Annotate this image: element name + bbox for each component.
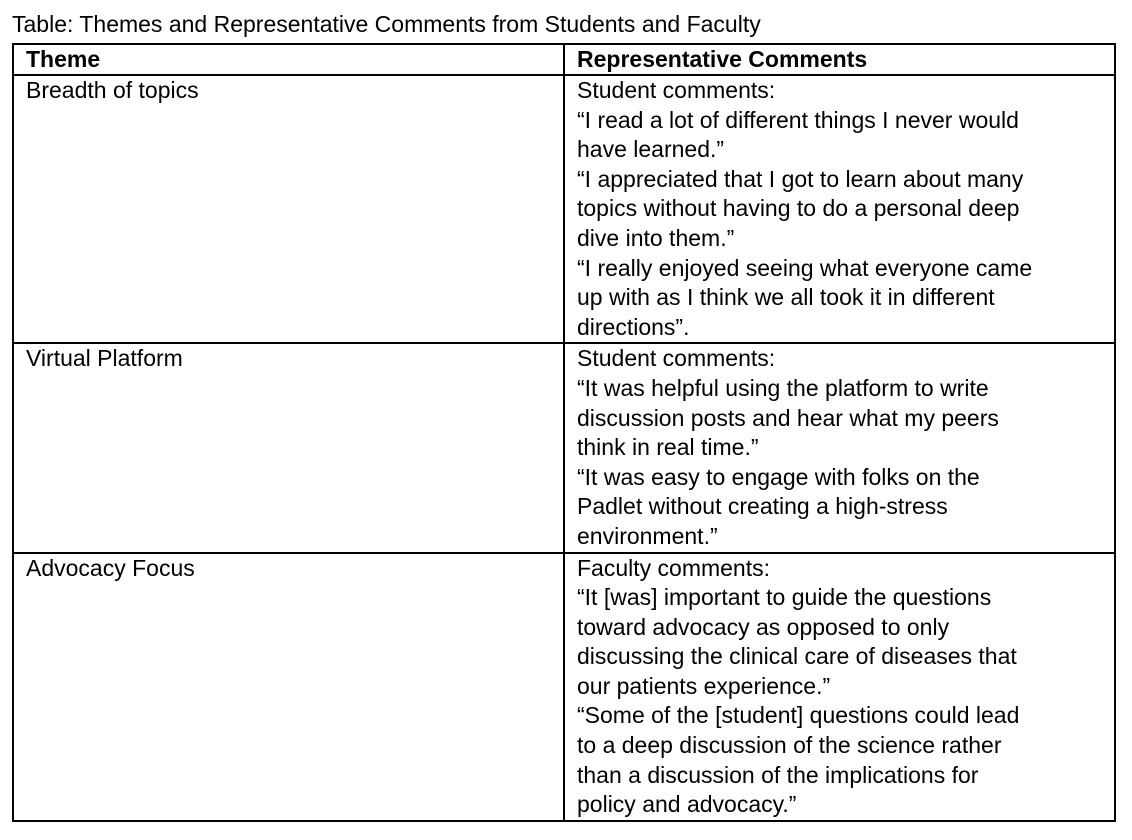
comment-line: directions”. <box>577 313 690 340</box>
comment-line: “It was easy to engage with folks on the <box>577 463 980 490</box>
comment-line: than a discussion of the implications for <box>577 761 979 788</box>
table-row <box>13 343 1115 552</box>
comments-cell <box>564 343 1115 552</box>
comment-line: to a deep discussion of the science rather <box>577 732 1002 759</box>
theme-cell: Advocacy Focus <box>13 553 564 821</box>
comment-line: dive into them.” <box>577 224 735 251</box>
comment-line: “It [was] important to guide the questions <box>577 584 992 611</box>
comment-line: “I read a lot of different things I never would <box>577 106 1019 133</box>
comments-cell <box>564 75 1115 343</box>
comment-line: “It was helpful using the platform to write <box>577 374 989 401</box>
table-header-row <box>13 44 1115 75</box>
comment-line: Padlet without creating a high-stress <box>577 493 948 520</box>
comment-line: “Some of the [student] questions could lead <box>577 702 1020 729</box>
comment-line: discussion posts and hear what my peers <box>577 404 999 431</box>
table-row <box>13 75 1115 343</box>
comment-line: have learned.” <box>577 136 725 163</box>
header-theme: Theme <box>13 44 564 75</box>
comment-line: Student comments: <box>577 345 776 372</box>
table-row <box>13 553 1115 821</box>
comment-line: policy and advocacy.” <box>577 791 797 818</box>
table-caption: Table: Themes and Representative Comments from Students and Faculty <box>12 11 761 37</box>
header-representative-comments: Representative Comments <box>564 44 1115 75</box>
comment-line: toward advocacy as opposed to only <box>577 613 950 640</box>
comment-line: topics without having to do a personal deep <box>577 195 1020 222</box>
comment-line: Student comments: <box>577 77 776 103</box>
themes-table <box>12 43 1116 822</box>
theme-cell: Breadth of topics <box>13 75 564 343</box>
comment-line: environment.” <box>577 522 718 549</box>
comment-line: discussing the clinical care of diseases that <box>577 643 1017 670</box>
comment-line: “I really enjoyed seeing what everyone came <box>577 254 1033 281</box>
comment-line: Faculty comments: <box>577 554 770 581</box>
comments-cell <box>564 553 1115 821</box>
comment-line: our patients experience.” <box>577 672 831 699</box>
comment-line: “I appreciated that I got to learn about many <box>577 165 1024 192</box>
theme-cell: Virtual Platform <box>13 343 564 552</box>
comment-line: think in real time.” <box>577 434 759 461</box>
comment-line: up with as I think we all took it in different <box>577 284 995 311</box>
